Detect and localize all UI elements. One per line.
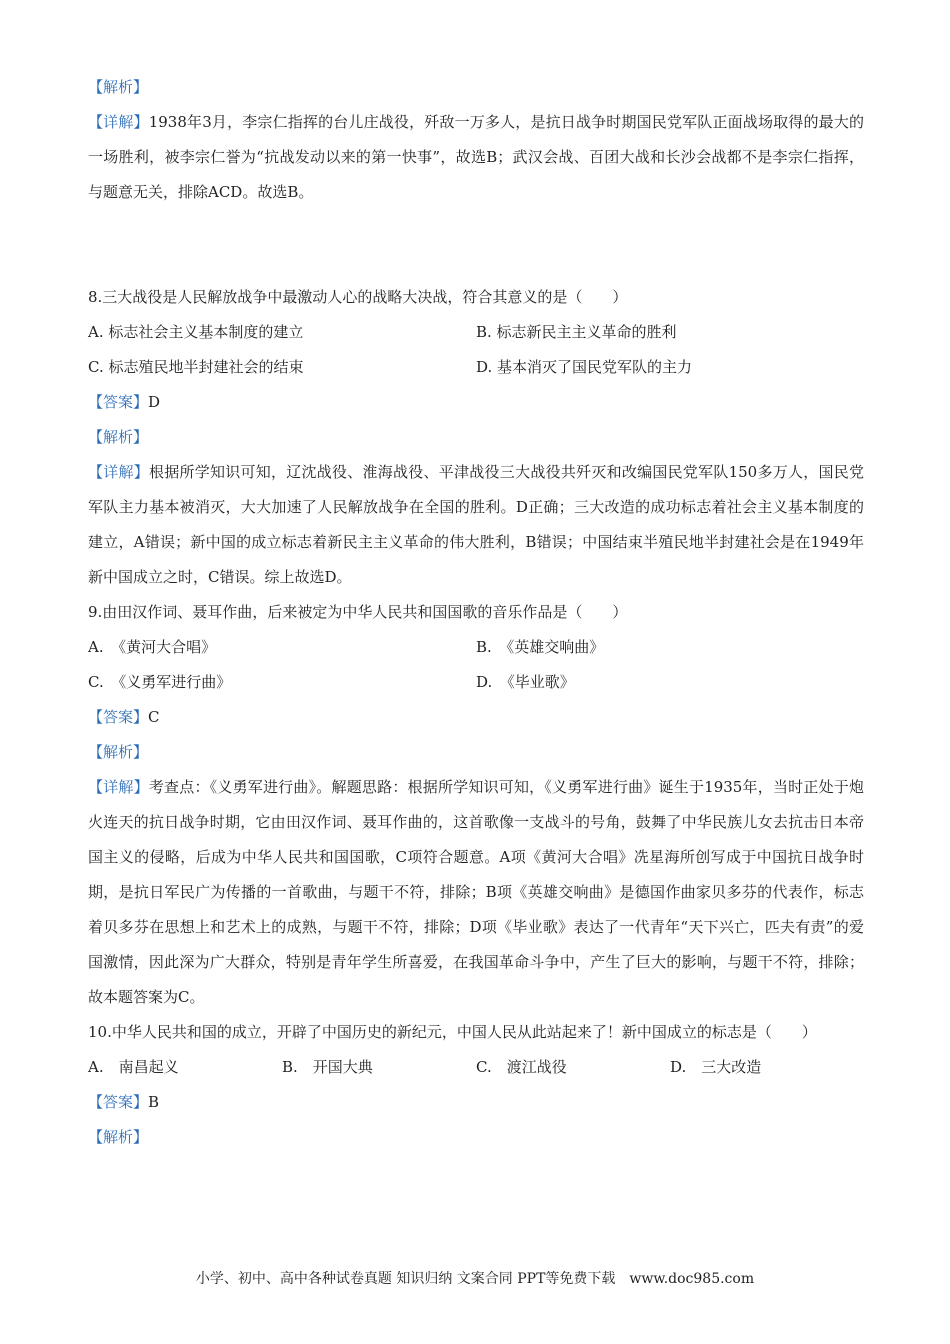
q10-answer [88,1085,864,1120]
q10-answer-value: B [148,1093,160,1111]
q8-answer-label: 【答案】 [88,393,149,411]
q9-detail-label: 【详解】 [88,778,149,796]
q9-option-d: D. 《毕业歌》 [476,673,575,691]
q10-option-a: A. 南昌起义 [88,1058,179,1076]
q10-answer-label: 【答案】 [88,1093,149,1111]
q9-detail-text: 考查点：《义勇军进行曲》。解题思路：根据所学知识可知，《义勇军进行曲》诞生于1935年，当时正处于炮火连天的抗日战争时期，它由田汉作词、聂耳作曲的，这首歌像一支战斗的号角，鼓舞了中华民族儿女去抗击日本帝国主义的侵略，后成为中华人民共和国国歌，C项符合题意。A项《黄河大合唱》冼星海所创写成于中国抗日战争时期，是抗日军民广为传播的一首歌曲，与题干不符，排除；B项《英雄交响曲》是德国作曲家贝多芬的代表作，标志着贝多芬在思想上和艺术上的成熟，与题干不符，排除；D项《毕业歌》表达了一代青年“天下兴亡，匹夫有责”的爱国激情，因此深为广大群众，特别是青年学生所喜爱，在我国革命斗争中，产生了巨大的影响，与题干不符，排除；故本题答案为C。 [88,778,864,1006]
q8-question: 8.三大战役是人民解放战争中最激动人心的战略大决战，符合其意义的是（ ） [88,288,628,306]
q9-answer [88,700,864,735]
q9-detail [88,770,864,1015]
q8-option-a: A. 标志社会主义基本制度的建立 [88,323,304,341]
page-footer: 小学、初中、高中各种试卷真题 知识归纳 文案合同 PPT等免费下载 www.doc985.com [195,1271,755,1287]
q9-answer-value: C [148,708,160,726]
q10-option-b: B. 开国大典 [282,1058,373,1076]
q8-option-b: B. 标志新民主主义革命的胜利 [476,323,677,341]
q9-option-a: A. 《黄河大合唱》 [88,638,217,656]
q7-detail-label: 【详解】 [88,113,149,131]
q8-detail-label: 【详解】 [88,463,150,481]
q9-option-c: C. 《义勇军进行曲》 [88,673,232,691]
q10-option-d: D. 三大改造 [670,1058,762,1076]
q9-options-row-2 [88,665,864,700]
document-page [88,70,864,1155]
q8-answer [88,385,864,420]
q8-options-row-1 [88,315,864,350]
q10-options-row [88,1050,864,1085]
q8-detail [88,455,864,595]
q8-analysis-label: 【解析】 [88,428,149,446]
q8-option-d: D. 基本消灭了国民党军队的主力 [476,358,693,376]
q8-answer-value: D [148,393,161,411]
q7-detail [88,105,864,210]
q10-analysis-label: 【解析】 [88,1128,149,1146]
q9-question: 9.由田汉作词、聂耳作曲，后来被定为中华人民共和国国歌的音乐作品是（ ） [88,603,628,621]
q9-answer-label: 【答案】 [88,708,149,726]
q10-option-c: C. 渡江战役 [476,1058,567,1076]
q7-analysis-label: 【解析】 [88,78,149,96]
q10-question: 10.中华人民共和国的成立，开辟了中国历史的新纪元，中国人民从此站起来了！新中国成立的标志是（ ） [88,1023,817,1041]
q8-options-row-2 [88,350,864,385]
q7-detail-text: 1938年3月，李宗仁指挥的台儿庄战役，歼敌一万多人，是抗日战争时期国民党军队正面战场取得的最大的一场胜利，被李宗仁誉为“抗战发动以来的第一快事”，故选B；武汉会战、百团大战和长沙会战都不是李宗仁指挥，与题意无关，排除ACD。故选B。 [88,113,864,201]
q9-options-row-1 [88,630,864,665]
q8-detail-text: 根据所学知识可知，辽沈战役、淮海战役、平津战役三大战役共歼灭和改编国民党军队150多万人，国民党军队主力基本被消灭，大大加速了人民解放战争在全国的胜利。D正确；三大改造的成功标志着社会主义基本制度的建立，A错误；新中国的成立标志着新民主主义革命的伟大胜利，B错误；中国结束半殖民地半封建社会是在1949年新中国成立之时，C错误。综上故选D。 [88,463,864,586]
q8-option-c: C. 标志殖民地半封建社会的结束 [88,358,304,376]
q9-option-b: B. 《英雄交响曲》 [476,638,605,656]
q9-analysis-label: 【解析】 [88,743,149,761]
